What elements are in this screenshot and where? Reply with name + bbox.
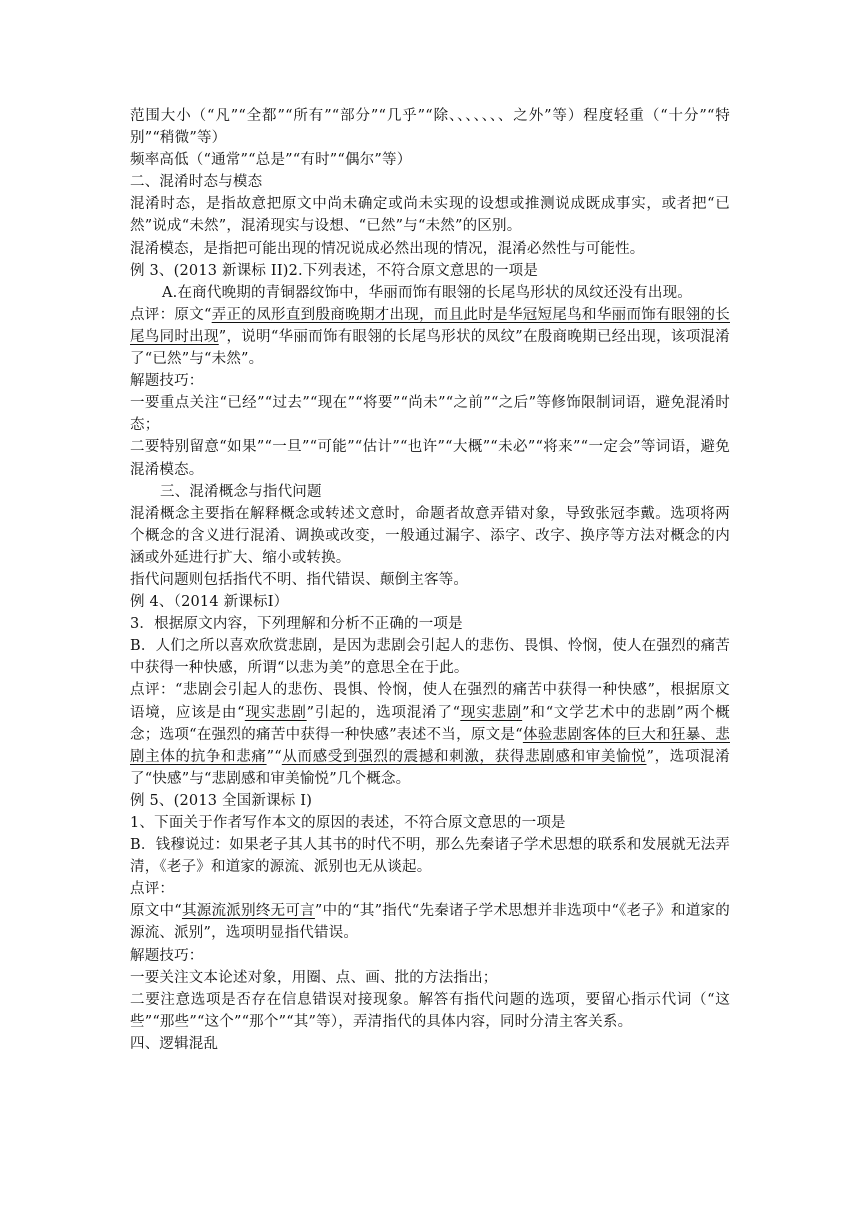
text-run: 混淆概念主要指在解释概念或转述文意时，命题者故意弄错对象，导致张冠李戴。选项将两个概念的含义进行混淆、调换或改变，一般通过漏字、添字、改字、换序等方法对概念的内涵或外延进行扩大、缩小或转换。 bbox=[130, 505, 730, 566]
paragraph bbox=[130, 193, 730, 237]
text-run: 频率高低（“通常”“总是”“有时”“偶尔”等） bbox=[130, 152, 412, 169]
text-run: 点评：“悲剧会引起人的悲伤、畏惧、怜悯，使人在强烈的痛苦中获得一种快感”，根据原文语境，应该是由“ bbox=[130, 682, 730, 721]
paragraph bbox=[130, 282, 730, 304]
text-run: 原文中“ bbox=[130, 903, 182, 920]
text-run: 二要注意选项是否存在信息错误对接现象。解答有指代问题的选项，要留心指示代词（“这些”“那些”“这个”“那个”“其”等），弄清指代的具体内容，同时分清主客关系。 bbox=[130, 991, 730, 1030]
text-run: 例 4、（2014 新课标Ⅰ） bbox=[130, 594, 289, 611]
paragraph bbox=[130, 679, 730, 789]
paragraph bbox=[130, 635, 730, 679]
paragraph bbox=[130, 105, 730, 149]
text-run: 三、混淆概念与指代问题 bbox=[160, 483, 322, 500]
text-run: 解题技巧： bbox=[130, 947, 204, 964]
paragraph bbox=[130, 591, 730, 613]
text-run: 范围大小（“凡”“全都”“所有”“部分”“几乎”“除、、、、、、、之外”等）程度轻重（“十分”“特别”“稍微”等） bbox=[130, 108, 730, 147]
paragraph bbox=[130, 260, 730, 282]
document-body bbox=[130, 105, 730, 1055]
paragraph bbox=[130, 370, 730, 392]
text-run: 点评：原文“ bbox=[130, 306, 212, 323]
underlined-quote: 现实悲剧 bbox=[244, 704, 307, 721]
paragraph bbox=[130, 878, 730, 900]
text-run: ”，说明“华丽而饰有眼翎的长尾鸟形状的凤纹”在殷商晚期已经出现，该项混淆了“已然”与“未然”。 bbox=[130, 328, 730, 368]
text-run: A.在商代晚期的青铜器纹饰中，华丽而饰有眼翎的长尾鸟形状的凤纹还没有出现。 bbox=[162, 284, 692, 301]
paragraph bbox=[130, 304, 730, 370]
paragraph bbox=[130, 171, 730, 193]
paragraph bbox=[130, 967, 730, 989]
paragraph bbox=[130, 503, 730, 569]
underlined-quote: 体验悲剧客体的巨大和狂暴、悲剧主体的抗争和悲痛 bbox=[130, 726, 730, 765]
underlined-quote: 弄正的凤形直到殷商晚期才出现，而且此时是华冠短尾鸟和华丽而饰有眼翎的长尾鸟同时出现 bbox=[130, 306, 730, 345]
text-run: ”和“文学艺术中的悲剧”两个概念；选项“在强烈的痛苦中获得一种快感”表述不当，原文是“ bbox=[130, 704, 730, 743]
text-run: B．钱穆说过：如果老子其人其书的时代不明，那么先秦诸子学术思想的联系和发展就无法弄清，《老子》和道家的源流、派别也无从谈起。 bbox=[130, 837, 730, 876]
text-run: 混淆模态，是指把可能出现的情况说成必然出现的情况，混淆必然性与可能性。 bbox=[130, 240, 645, 257]
text-run: ”“ bbox=[266, 748, 282, 765]
text-run: 一要关注文本论述对象，用圈、点、画、批的方法指出； bbox=[130, 969, 498, 986]
paragraph bbox=[130, 790, 730, 812]
paragraph bbox=[130, 238, 730, 260]
paragraph bbox=[130, 900, 730, 944]
paragraph bbox=[130, 1033, 730, 1055]
text-run: 混淆时态，是指故意把原文中尚未确定或尚未实现的设想或推测说成既成事实，或者把“已然”说成“未然”，混淆现实与设想、“已然”与“未然”的区别。 bbox=[130, 196, 730, 235]
paragraph bbox=[130, 812, 730, 834]
underlined-quote: 其源流派别终无可言 bbox=[181, 903, 315, 920]
paragraph bbox=[130, 834, 730, 878]
paragraph bbox=[130, 989, 730, 1033]
text-run: 指代问题则包括指代不明、指代错误、颠倒主客等。 bbox=[130, 571, 469, 588]
text-run: 解题技巧： bbox=[130, 373, 204, 390]
text-run: ”中的“其”指代“先秦诸子学术思想并非选项中“《老子》和道家的源流、派别”，选项明显指代错误。 bbox=[130, 903, 730, 942]
text-run: 3．根据原文内容，下列理解和分析不正确的一项是 bbox=[130, 616, 463, 633]
paragraph bbox=[130, 945, 730, 967]
underlined-quote: 现实悲剧 bbox=[460, 704, 523, 721]
text-run: 例 5、(2013 全国新课标 I) bbox=[130, 792, 313, 809]
underlined-quote: 从而感受到强烈的震撼和刺激，获得悲剧感和审美愉悦 bbox=[281, 748, 647, 765]
text-run: ”，选项混淆了“快感”与“悲剧感和审美愉悦”几个概念。 bbox=[130, 748, 730, 787]
paragraph bbox=[130, 569, 730, 591]
text-run: 二、混淆时态与模态 bbox=[130, 174, 263, 191]
paragraph bbox=[130, 436, 730, 480]
paragraph bbox=[130, 392, 730, 436]
text-run: 一要重点关注“已经”“过去”“现在”“将要”“尚未”“之前”“之后”等修饰限制词语，避免混淆时态； bbox=[130, 395, 730, 434]
text-run: 四、逻辑混乱 bbox=[130, 1035, 219, 1052]
text-run: 例 3、(2013 新课标 II)2.下列表述，不符合原文意思的一项是 bbox=[130, 262, 539, 279]
paragraph bbox=[130, 613, 730, 635]
text-run: 1、下面关于作者写作本文的原因的表述，不符合原文意思的一项是 bbox=[130, 815, 566, 831]
text-run: 二要特别留意“如果”“一旦”“可能”“估计”“也许”“大概”“未必”“将来”“一定会”等词语，避免混淆模态。 bbox=[130, 439, 730, 478]
text-run: ”引起的，选项混淆了“ bbox=[306, 704, 461, 721]
text-run: B．人们之所以喜欢欣赏悲剧，是因为悲剧会引起人的悲伤、畏惧、怜悯，使人在强烈的痛苦中获得一种快感，所谓“以悲为美”的意思全在于此。 bbox=[130, 638, 730, 677]
paragraph bbox=[130, 149, 730, 171]
text-run: 点评： bbox=[130, 881, 175, 898]
paragraph bbox=[130, 481, 730, 503]
